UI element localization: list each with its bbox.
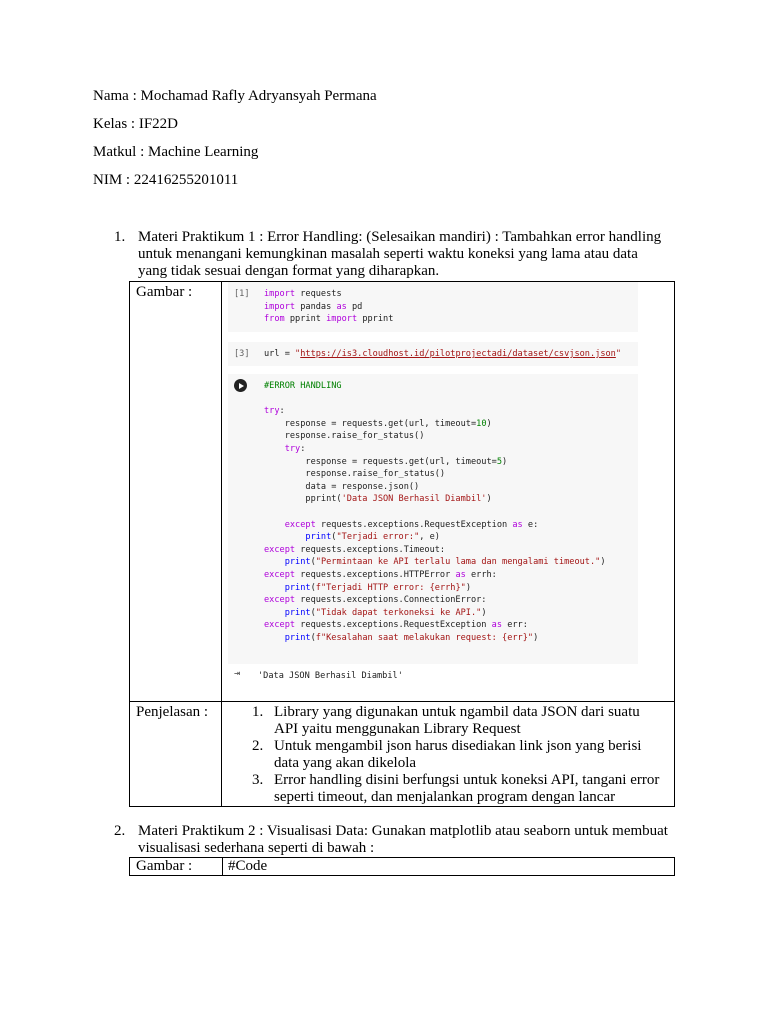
penjelasan-label: Penjelasan : bbox=[130, 702, 222, 807]
penjelasan-item: 2. Untuk mengambil json harus disediakan link json yang berisi data yang akan dikelola bbox=[252, 738, 642, 771]
code-cell-imports bbox=[228, 282, 638, 332]
output-icon[interactable]: ⇥ bbox=[234, 668, 241, 679]
cell-prompt: [3] bbox=[234, 349, 250, 359]
code-line: from pprint import pprint bbox=[264, 314, 394, 325]
code-cell-error-handling: #ERROR HANDLING try: response = requests.get(url, timeout=10) response.raise_for_status() try: response = requests.get(url, timeout=5) response.raise_for_status() data = response.json() pprint('Data JSON Berhasil Diambil') except requests.exceptions.RequestException as e: print("Terjadi error:", e) except requests.exceptions.Timeout: print("Permintaan ke API terlalu lama dan mengalami timeout.") except requests.exceptions.HTTPError as errh: print(f"Terjadi HTTP error: {errh}") except requests.exceptions.ConnectionError: print("Tidak dapat terkoneksi ke API.") except requests.exceptions.RequestException as err: print(f"Kesalahan saat melakukan request: {err}") bbox=[228, 374, 638, 664]
penjelasan-list bbox=[222, 704, 666, 806]
kelas-line: Kelas : IF22D bbox=[93, 116, 178, 132]
penjelasan-item: 3. Error handling disini berfungsi untuk koneksi API, tangani error seperti timeout, dan menjalankan program dengan lancar bbox=[252, 772, 660, 805]
penjelasan-cell bbox=[222, 702, 675, 807]
code-line: import requests bbox=[264, 289, 342, 299]
section2-table bbox=[129, 857, 675, 876]
code-line: url = "https://is3.cloudhost.id/pilotprojectadi/dataset/csvjson.json" bbox=[264, 349, 622, 359]
code-cell-url bbox=[228, 342, 638, 366]
cell-output: 'Data JSON Berhasil Diambil' bbox=[258, 671, 403, 681]
section2-text: Materi Praktikum 2 : Visualisasi Data: Gunakan matplotlib atau seaborn untuk membuat visualisasi sederhana seperti di bawah : bbox=[138, 823, 668, 856]
penjelasan-item: 1. Library yang digunakan untuk ngambil data JSON dari suatu API yaitu menggunakan Library Request bbox=[252, 704, 640, 737]
run-cell-icon[interactable] bbox=[234, 379, 247, 392]
section1-text: Materi Praktikum 1 : Error Handling: (Selesaikan mandiri) : Tambahkan error handling untuk menangani kemungkinan masalah seperti waktu koneksi yang lama atau data yang tidak sesuai dengan format yang diharapkan. bbox=[138, 229, 662, 279]
code-line: import pandas as pd bbox=[264, 301, 363, 312]
section1-number: 1. bbox=[114, 229, 126, 245]
nim-line: NIM : 22416255201011 bbox=[93, 172, 239, 188]
gambar-cell bbox=[222, 282, 675, 702]
cell-prompt: [1] bbox=[234, 289, 250, 299]
gambar-label: Gambar : bbox=[130, 282, 222, 702]
nama-line: Nama : Mochamad Rafly Adryansyah Permana bbox=[93, 88, 377, 104]
gambar-label-2: Gambar : bbox=[130, 858, 223, 876]
matkul-line: Matkul : Machine Learning bbox=[93, 144, 259, 160]
code-label: #Code bbox=[223, 858, 675, 876]
section1-table bbox=[129, 281, 675, 807]
section2-number: 2. bbox=[114, 823, 126, 839]
